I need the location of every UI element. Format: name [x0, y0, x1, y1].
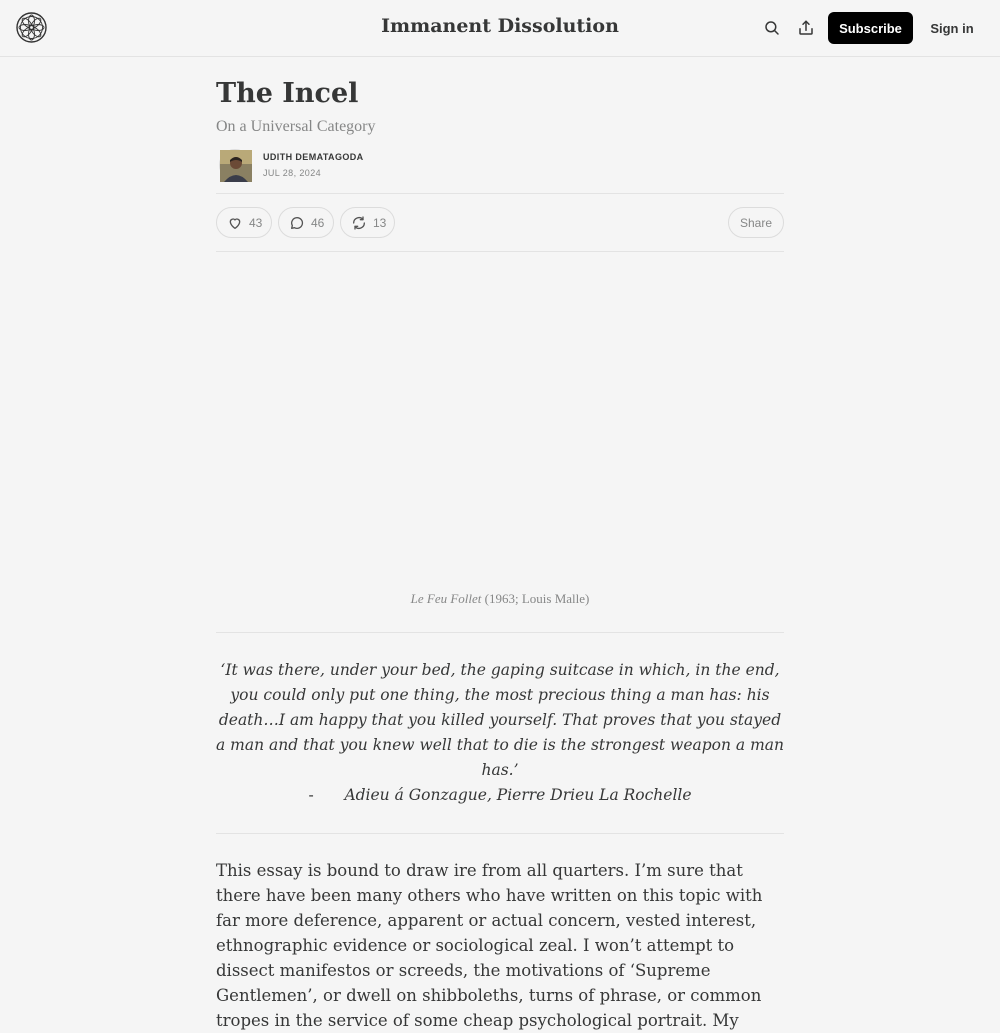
image-caption — [216, 591, 784, 607]
post-image[interactable] — [216, 260, 784, 580]
share-button-label: Share — [739, 215, 773, 230]
author-name[interactable]: UDITH DEMATAGODA — [263, 152, 364, 162]
post-date: JUL 28, 2024 — [263, 168, 322, 178]
sign-in-button[interactable]: Sign in — [930, 20, 974, 36]
subscribe-button[interactable]: Subscribe — [828, 12, 913, 44]
epigraph-attribution — [216, 783, 784, 808]
restack-icon — [351, 215, 367, 231]
search-icon[interactable] — [760, 16, 784, 40]
divider — [216, 833, 784, 834]
like-button[interactable] — [216, 207, 272, 238]
comment-bubble-icon — [289, 215, 305, 231]
comment-button[interactable] — [278, 207, 334, 238]
post-title: The Incel — [216, 78, 359, 109]
restack-button[interactable] — [340, 207, 395, 238]
caption-film-title: Le Feu Follet — [410, 591, 482, 606]
comment-count: 46 — [311, 215, 325, 230]
share-icon[interactable] — [794, 16, 818, 40]
like-count: 43 — [249, 215, 263, 230]
divider — [216, 632, 784, 633]
caption-details: (1963; Louis Malle) — [481, 591, 590, 606]
epigraph-quote: ‘It was there, under your bed, the gaping suitcase in which, in the end, you could only put one thing, the most precious thing a man has: his death…I am happy that you killed yourself. That proves that you stayed a man and that you knew well that to die is the strongest weapon a man has.’ — [216, 661, 784, 779]
author-avatar[interactable] — [219, 149, 251, 181]
heart-icon — [227, 215, 243, 231]
top-navigation-bar — [0, 0, 1000, 57]
divider — [216, 251, 784, 252]
body-paragraph: This essay is bound to draw ire from all quarters. I’m sure that there have been many others who have written on this topic with far more deference, apparent or actual concern, vested interest, ethnographic evidence or sociological zeal. I won’t attempt to dissect manifestos or screeds, the motivations of ‘Supreme Gentlemen’, or dwell on shibboleths, turns of phrase, or common tropes in the service of some cheap psychological portrait. My — [216, 861, 763, 1030]
attribution-dash: - — [308, 786, 314, 804]
attribution-source: Adieu á Gonzague, Pierre Drieu La Rochelle — [344, 786, 692, 804]
post-subtitle: On a Universal Category — [216, 118, 376, 135]
share-button[interactable] — [728, 207, 784, 238]
divider — [216, 193, 784, 194]
restack-count: 13 — [373, 215, 387, 230]
publication-title[interactable]: Immanent Dissolution — [381, 15, 619, 37]
